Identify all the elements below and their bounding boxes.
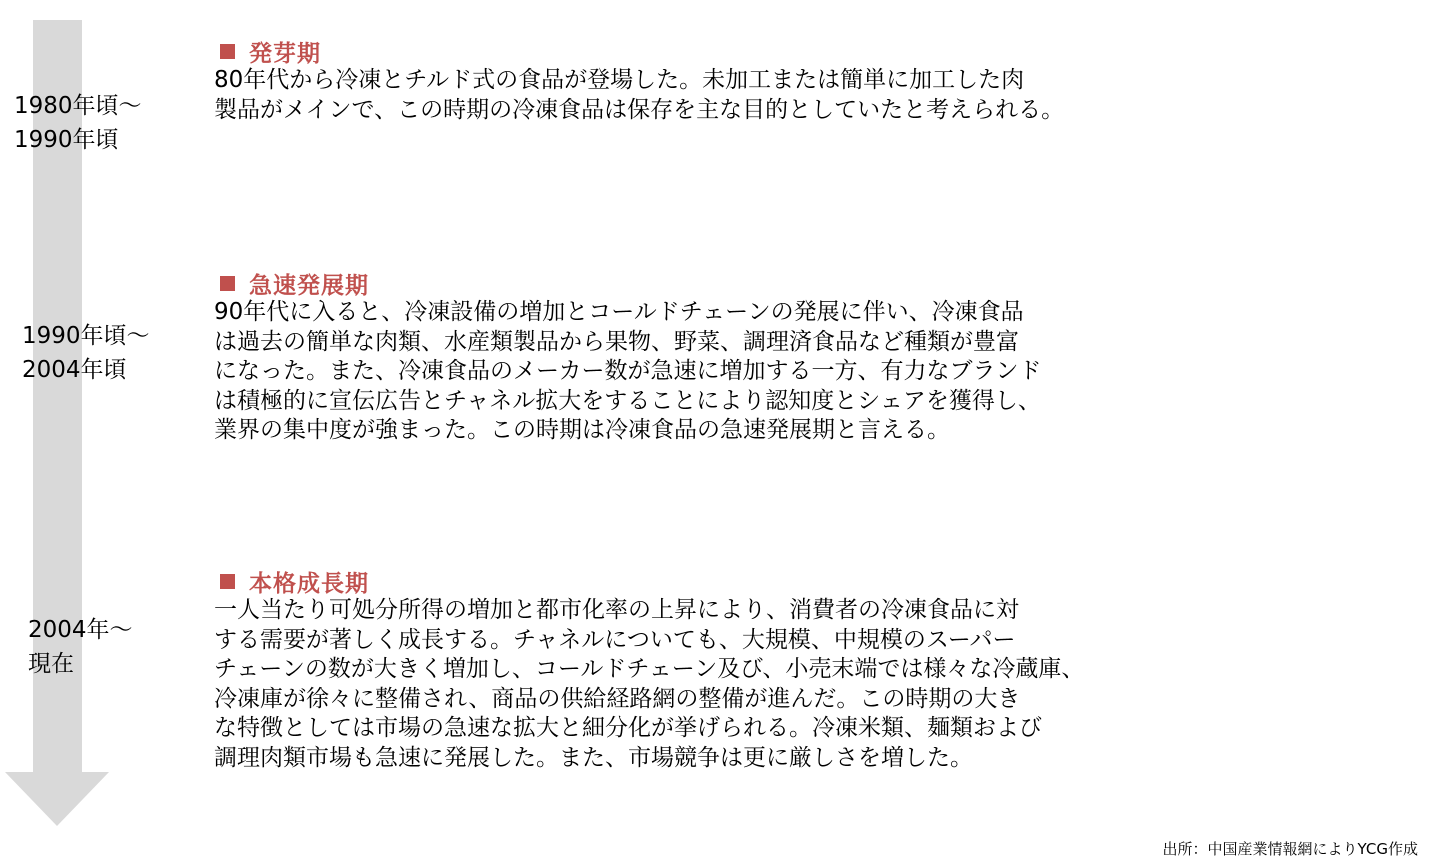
source-note: 出所：中国産業情報網によりYCG作成 bbox=[1162, 840, 1418, 858]
stage-heading bbox=[214, 268, 1042, 298]
stage-description bbox=[214, 66, 1064, 125]
period-label-line: 現在 bbox=[28, 651, 74, 677]
stage-description bbox=[214, 596, 1084, 773]
stage-full-growth bbox=[214, 566, 1084, 773]
stage-title: 本格成長期 bbox=[249, 570, 369, 597]
square-bullet-icon bbox=[220, 574, 235, 589]
period-label-line: 1990年頃～ bbox=[22, 323, 150, 349]
description-line: 80年代から冷凍とチルド式の食品が登場した。未加工または簡単に加工した肉 bbox=[214, 67, 1025, 93]
description-line: 一人当たり可処分所得の増加と都市化率の上昇により、消費者の冷凍食品に対 bbox=[214, 597, 1019, 623]
description-line: 冷凍庫が徐々に整備され、商品の供給経路網の整備が進んだ。この時期の大き bbox=[214, 685, 1021, 712]
description-line: 業界の集中度が強まった。この時期は冷凍食品の急速発展期と言える。 bbox=[214, 417, 950, 443]
stage-title: 急速発展期 bbox=[249, 272, 369, 299]
stage-description bbox=[214, 298, 1042, 446]
square-bullet-icon bbox=[220, 276, 235, 291]
period-label-line: 1980年頃～ bbox=[14, 93, 142, 119]
period-label-2004-present bbox=[28, 613, 133, 681]
description-line: は積極的に宣伝広告とチャネル拡大をすることにより認知度とシェアを獲得し、 bbox=[214, 387, 1041, 414]
stage-title: 発芽期 bbox=[249, 40, 321, 67]
description-line: 調理肉類市場も急速に発展した。また、市場競争は更に厳しさを増した。 bbox=[214, 744, 973, 771]
stage-germination bbox=[214, 36, 1064, 125]
stage-rapid-development bbox=[214, 268, 1042, 446]
stage-heading bbox=[214, 566, 1084, 596]
description-line: は過去の簡単な肉類、水産類製品から果物、野菜、調理済食品など種類が豊富 bbox=[214, 328, 1019, 355]
description-line: 製品がメインで、この時期の冷凍食品は保存を主な目的としていたと考えられる。 bbox=[214, 96, 1065, 123]
period-label-line: 2004年～ bbox=[28, 617, 133, 643]
description-line: になった。また、冷凍食品のメーカー数が急速に増加する一方、有力なブランド bbox=[214, 358, 1042, 384]
period-label-1980-1990 bbox=[14, 89, 142, 157]
stage-heading bbox=[214, 36, 1064, 66]
period-label-line: 2004年頃 bbox=[22, 357, 127, 383]
description-line: な特徴としては市場の急速な拡大と細分化が挙げられる。冷凍米類、麺類および bbox=[214, 715, 1042, 741]
description-line: チェーンの数が大きく増加し、コールドチェーン及び、小売末端では様々な冷蔵庫、 bbox=[214, 656, 1085, 682]
description-line: 90年代に入ると、冷凍設備の増加とコールドチェーンの発展に伴い、冷凍食品 bbox=[214, 299, 1024, 325]
square-bullet-icon bbox=[220, 44, 235, 59]
description-line: する需要が著しく成長する。チャネルについても、大規模、中規模のスーパー bbox=[214, 626, 1016, 653]
period-label-1990-2004 bbox=[22, 319, 150, 387]
period-label-line: 1990年頃 bbox=[14, 127, 119, 153]
